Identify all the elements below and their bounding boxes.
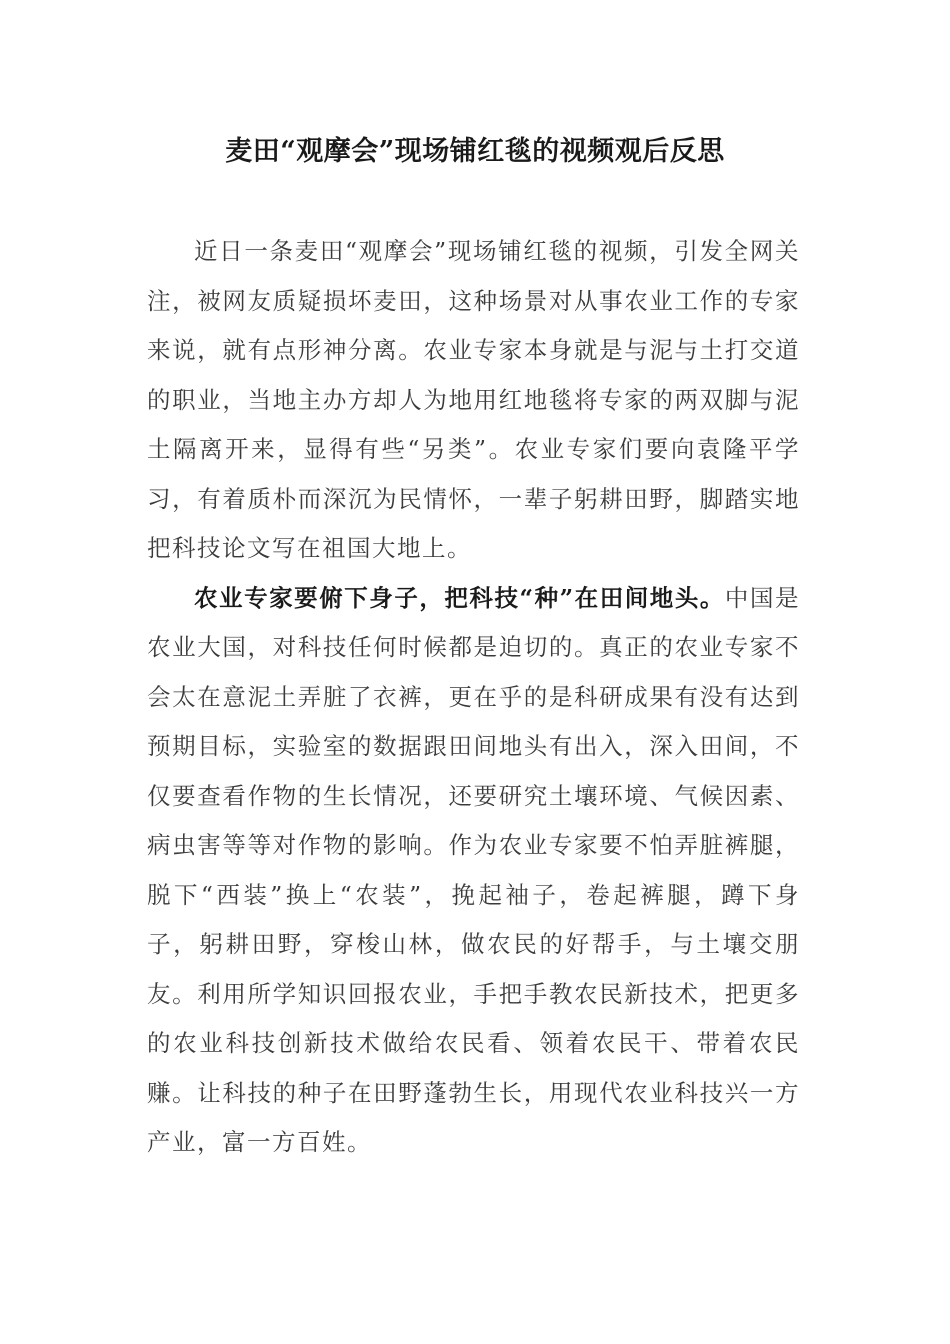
paragraph-2 [147,574,800,1168]
paragraph-2-lead: 农业专家要俯下身子，把科技“种”在田间地头。 [194,583,725,612]
paragraph-2-text: 中国是农业大国，对科技任何时候都是迫切的。真正的农业专家不会太在意泥土弄脏了衣裤，更在乎的是科研成果有没有达到预期目标，实验室的数据跟田间地头有出入，深入田间，不仅要查看作物的生长情况，还要研究土壤环境、气候因素、病虫害等等对作物的影响。作为农业专家要不怕弄脏裤腿，脱下“西装”换上“农装”，挽起袖子，卷起裤腿，蹲下身子，躬耕田野，穿梭山林，做农民的好帮手，与土壤交朋友。利用所学知识回报农业，手把手教农民新技术，把更多的农业科技创新技术做给农民看、领着农民干、带着农民赚。让科技的种子在田野蓬勃生长，用现代农业科技兴一方产业，富一方百姓。 [147,583,801,1156]
document-title: 麦田“观摩会”现场铺红毯的视频观后反思 [225,136,725,167]
paragraph-1-text: 近日一条麦田“观摩会”现场铺红毯的视频，引发全网关注，被网友质疑损坏麦田，这种场景对从事农业工作的专家来说，就有点形神分离。农业专家本身就是与泥与土打交道的职业，当地主办方却人为地用红地毯将专家的两双脚与泥土隔离开来，显得有些“另类”。农业专家们要向袁隆平学习，有着质朴而深沉为民情怀，一辈子躬耕田野，脚踏实地把科技论文写在祖国大地上。 [147,237,800,562]
document-body [147,227,800,1168]
paragraph-1 [147,227,800,574]
